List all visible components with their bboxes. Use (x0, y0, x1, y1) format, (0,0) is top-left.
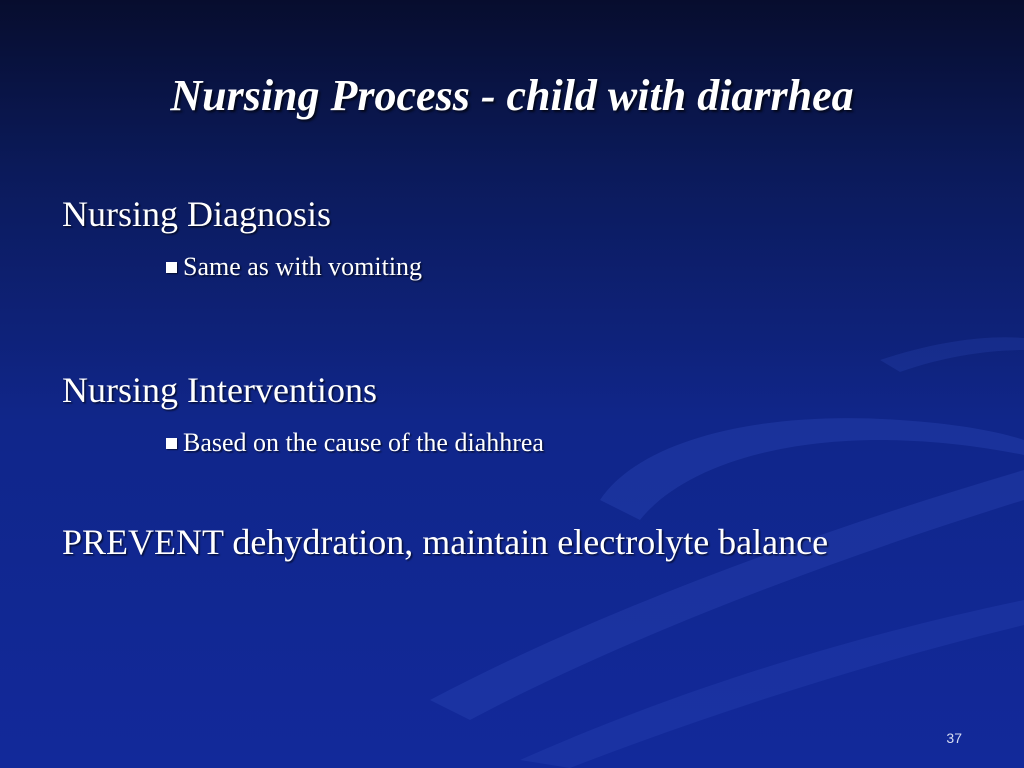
sub-bullet-diagnosis-text: Same as with vomiting (183, 252, 423, 281)
closing-statement: PREVENT dehydration, maintain electrolyte balance (62, 522, 829, 562)
page-number: 37 (946, 730, 962, 746)
section-heading-diagnosis: Nursing Diagnosis (62, 194, 331, 234)
spacer (62, 284, 962, 368)
square-bullet-icon (166, 262, 177, 273)
sub-bullet-diagnosis (62, 250, 962, 284)
sub-bullet-interventions-text: Based on the cause of the diahhrea (183, 428, 544, 457)
square-bullet-icon (166, 438, 177, 449)
section-heading-interventions: Nursing Interventions (62, 370, 377, 410)
slide-content (62, 192, 962, 564)
spacer (62, 460, 962, 520)
sub-bullet-interventions (62, 426, 962, 460)
slide-title: Nursing Process - child with diarrhea (170, 71, 854, 120)
